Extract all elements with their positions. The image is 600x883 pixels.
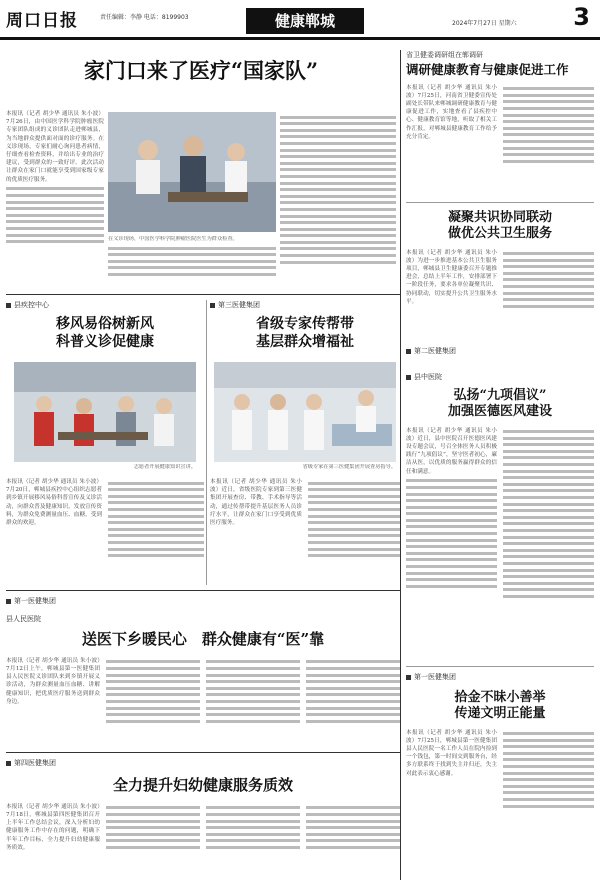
kindness-body: 本报讯（记者 胡少华 通讯员 朱小波）7月25日，郸城县第一医健集团县人民医院一名工作人员在院内捡到一个钱包，第一时间交到服务台，经多方联系终于找到失主并归还，失主对此表示衷心感谢。 [406,729,497,777]
section-title: 健康郸城 [246,8,364,34]
section-divider [6,294,400,295]
column-divider [400,340,401,880]
lead-headline-block [6,50,396,110]
ward-photo-illustration [214,362,396,462]
third-body-block [210,478,400,586]
lead-caption-block [108,236,276,292]
lead-body-left [6,110,104,290]
cdc-title-2: 科普义诊促健康 [56,333,154,350]
cdc-caption-block [14,464,196,476]
kindness-banner-tag: 第一医健集团 [414,673,456,681]
right-top-body: 本报讯（记者 胡少华 通讯员 朱小波）7月25日，河南省卫健委宣传处副处长带队来郸城调研健康教育与健康促进工作，实地查看了县疾控中心、健康教育馆等地，听取了相关工作汇报，对郸城县健康教育工作给予充分肯定。 [406,84,497,140]
third-hospital-article [210,300,400,362]
lead-photo [108,112,276,232]
cdc-photo-caption: 志愿者开展健康知识宣讲。 [133,464,196,470]
volunteer-photo-illustration [14,362,196,462]
cdc-photo [14,362,196,462]
right-mid-title-1: 凝聚共识协同联动 [447,210,552,225]
right-top-title: 调研健康教育与健康促进工作 [406,62,569,77]
maternal-body: 本报讯（记者 胡少华 通讯员 朱小波）7月18日，郸城县第四医健集团召开上半年工作总结会议，深入分析妇幼健康服务工作中存在的问题，明确下半年工作目标，全力提升妇幼健康服务质效。 [6,803,100,851]
section-divider [6,590,400,591]
column-divider [400,50,401,340]
maternal-title: 全力提升妇幼健康服务质效 [112,776,293,794]
third-tag: 第三医健集团 [218,301,260,309]
cdc-title-1: 移风易俗树新风 [56,316,154,332]
lead-body: 本报讯（记者 胡少华 通讯员 朱小波）7月26日，由中国医学科学院肿瘤医院专家团队组成的义诊团队走进郸城县，为当地群众提供面对面的诊疗服务。在义诊现场，专家们耐心询问患者病情，仔细查看检查资料，并给出专业的治疗建议，受到群众的一致好评。此次活动让群众在家门口就能享受到国家级专家的优质医疗服务。 [6,111,104,183]
third-caption-block [214,464,396,476]
second-banner: 第二医健集团 [406,346,594,368]
kindness-article [406,672,594,880]
divider [406,202,594,203]
kindness-title-2: 传递文明正能量 [454,706,546,722]
county-body: 本报讯（记者 胡少华 通讯员 朱小波）近日，县中医院召开医德医风建设专题会议，号召全体医务人员积极践行“九项倡议”，坚守医者初心，廉洁从医，以优质的服务赢得群众的信任和满意。 [406,427,497,475]
lead-photo-caption: 在义诊现场，中国医学科学院肿瘤医院医生为群众检查。 [108,236,238,242]
right-mid-body: 本报讯（记者 胡少华 通讯员 朱小波）为进一步推进基本公共卫生服务项目，郸城县卫生健康委召开专题推进会，总结上半年工作，安排部署下一阶段任务，要求各单位凝聚共识、协同联动，切实提升公共卫生服务水平。 [406,249,497,305]
divider [406,666,594,667]
editor-line: 责任编辑：李静 电话：8199903 [100,14,189,21]
third-body: 本报讯（记者 胡少华 通讯员 朱小波）近日，省级医院专家到第三医健集团开展查房、带教、手术指导等活动，通过传帮带提升基层医务人员诊疗水平，让群众在家门口享受到优质医疗服务。 [210,479,302,527]
county-tag: 县中医院 [414,373,442,381]
maternal-banner-tag: 第四医健集团 [14,759,56,767]
people-title: 送医下乡暖民心 群众健康有“医”靠 [81,630,325,648]
county-hospital-article [406,372,594,662]
right-mid-title-2: 做优公共卫生服务 [447,226,552,242]
third-photo-caption: 省级专家在第三医健集团开展查房指导。 [302,464,396,470]
clinic-photo-illustration [108,112,276,232]
right-top-article [406,50,594,200]
column-divider [206,300,207,585]
right-mid-article [406,210,594,340]
third-photo [214,362,396,462]
people-body: 本报讯（记者 胡少华 通讯员 朱小波）7月12日上午，郸城县第一医健集团县人民医院义诊团队来到乡镇开展义诊活动，为群众测量血压血糖、讲解健康知识，把优质医疗服务送到群众身边。 [6,657,100,705]
cdc-body: 本报讯（记者 胡少华 通讯员 朱小波）7月20日，郸城县疾控中心组织志愿者到乡镇开展移风易俗科普宣传及义诊活动，向群众普及健康知识，发放宣传资料，为群众免费测量血压、血糖，受到群众的欢迎。 [6,479,102,527]
cdc-tag: 县疾控中心 [14,301,49,309]
page-number: 3 [573,3,590,31]
third-title-1: 省级专家传帮带 [256,316,354,332]
lead-body-right [280,112,396,292]
date-line: 2024年7月27日 星期六 [452,20,517,27]
county-title-2: 加强医德医风建设 [447,404,552,420]
right-top-kicker: 省卫健委调研组在郸调研 [406,51,483,59]
third-title-2: 基层群众增福祉 [256,333,354,350]
people-hospital-article [6,596,400,746]
cdc-body-block [6,478,204,586]
section-divider [6,752,400,753]
people-banner-tag: 第一医健集团 [14,597,56,605]
newspaper-logo: 周口日报 [6,11,78,31]
people-tag: 县人民医院 [6,615,41,623]
masthead [0,0,600,40]
lead-title: 家门口来了医疗“国家队” [83,58,319,83]
kindness-title-1: 拾金不昧小善举 [454,690,546,705]
maternal-article [6,758,400,880]
county-title-1: 弘扬“九项倡议” [453,388,547,403]
